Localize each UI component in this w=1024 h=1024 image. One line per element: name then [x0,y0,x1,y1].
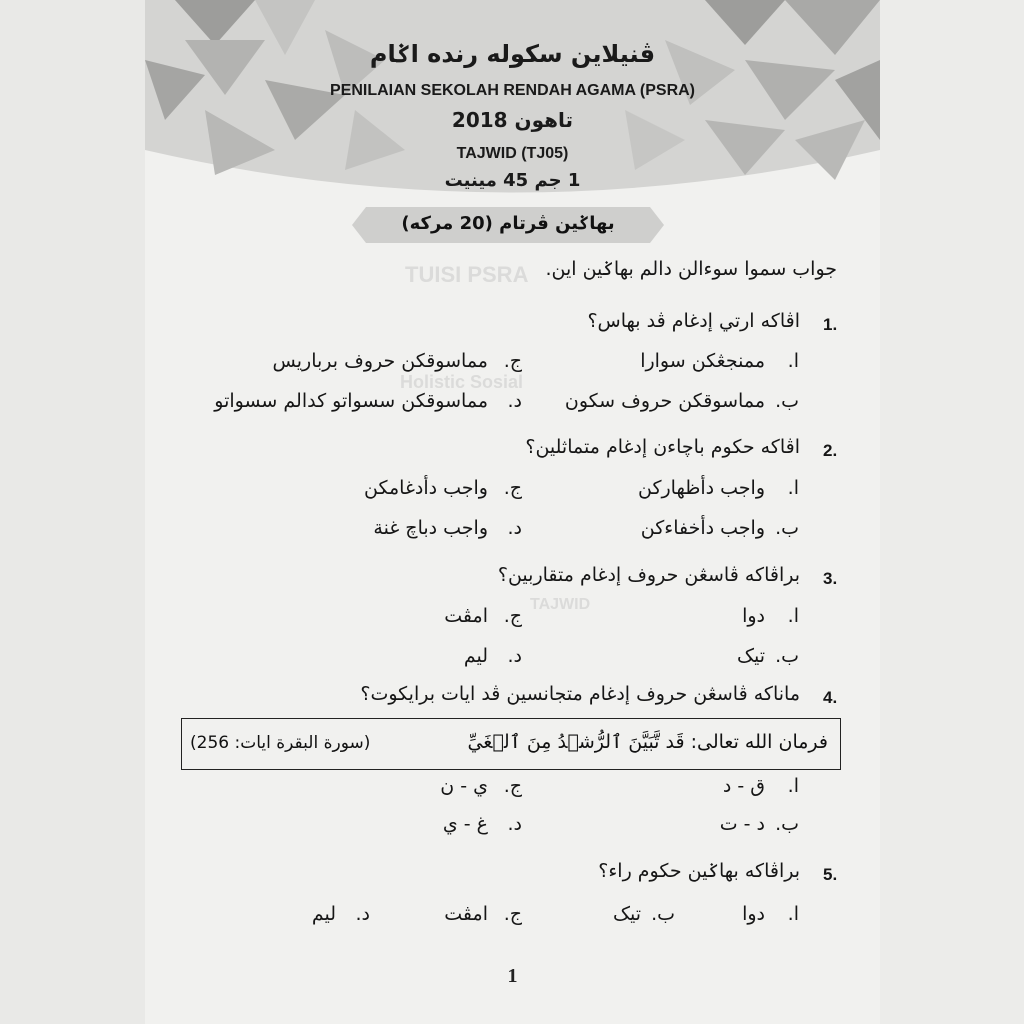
exam-subject: TAJWID (TJ05) [456,145,569,162]
option-letter: ا. [787,605,799,627]
option-letter: ب. [775,517,799,539]
option-text: ممنجڠکن سوارا [640,350,765,372]
instruction-text: جواب سموا سوءالن دالم بهاݢين اين. [545,258,837,280]
verse-reference: (سورة البقرة ايات: 256) [190,733,371,753]
exam-year: تاهون 2018 [451,108,574,132]
verse-quote: فرمان الله تعالى: قَد تَّبَيَّنَ ٱلرُّشۡدُ مِنَ ٱلۡغَيِّ [467,731,828,753]
option-letter: ا. [787,477,799,499]
option-letter: ا. [787,903,799,925]
option-text: تيک [736,645,765,667]
option-letter: ج. [503,605,522,627]
question-text: براڤاکه بهاݢين حکوم راء؟ [598,860,800,882]
option-letter: د. [355,903,370,925]
option-text: غ - ي [442,813,488,835]
option-text: ي - ن [440,775,488,797]
option-letter: ب. [651,903,675,925]
question-number: 3. [823,569,838,588]
quran-verse-box [181,718,841,770]
option-letter: ج. [503,350,522,372]
question-number: 1. [823,315,838,334]
question-text: اڤاکه حکوم باچاءن إدغام متماثلين؟ [525,436,800,458]
option-text: ليم [311,903,336,925]
option-text: واجب دأدغامکن [364,477,488,499]
option-letter: د. [507,813,522,835]
option-text: ليم [463,645,488,667]
section-banner [352,207,664,243]
watermark-line2: Holistic Sosial [400,372,524,392]
option-letter: د. [507,390,522,412]
page-number: 1 [507,965,518,987]
question-number: 4. [823,688,838,707]
option-letter: ب. [775,813,799,835]
option-text: مماسوقکن حروف برباريس [272,350,488,372]
option-text: دوا [742,903,765,925]
exam-title-latin: PENILAIAN SEKOLAH RENDAH AGAMA (PSRA) [329,82,696,99]
option-text: امڤت [444,605,488,627]
question-number: 2. [823,441,838,460]
option-letter: ب. [775,645,799,667]
option-letter: ج. [503,775,522,797]
option-text: واجب دباچ غنة [373,517,488,539]
watermark-line3: TAJWID [530,596,591,613]
exam-title-jawi: ڤنيلاين سکوله رنده اݢام [369,40,656,68]
question-text: ماناکه ڤاسڠن حروف إدغام متجانسين ڤد ايات برايکوت؟ [360,683,800,705]
option-letter: د. [507,517,522,539]
background-right [880,0,1024,1024]
option-text: د - ت [719,813,765,835]
option-text: امڤت [444,903,488,925]
option-letter: ا. [787,350,799,372]
exam-duration: 1 جم 45 مينيت [444,170,581,191]
option-text: ق - د [722,775,765,797]
option-text: دوا [742,605,765,627]
option-text: مماسوقکن حروف سکون [564,390,765,412]
background-left [0,0,145,1024]
option-letter: ج. [503,477,522,499]
option-text: تيک [612,903,641,925]
watermark-line1: TUISI PSRA [405,262,529,287]
option-letter: د. [507,645,522,667]
option-letter: ب. [775,390,799,412]
option-letter: ج. [503,903,522,925]
question-number: 5. [823,865,838,884]
question-text: براڤاکه ڤاسڠن حروف إدغام متقاربين؟ [497,564,800,586]
option-text: واجب دأخفاءکن [640,517,765,539]
question-text: اڤاکه ارتي إدغام ڤد بهاس؟ [587,310,800,332]
option-text: واجب دأظهارکن [638,477,765,499]
option-letter: ا. [787,775,799,797]
section-label: بهاݢين ڤرتام (20 مرکه) [401,213,615,234]
option-text: مماسوقکن سسواتو کدالم سسواتو [214,390,488,412]
exam-page [145,0,880,1024]
